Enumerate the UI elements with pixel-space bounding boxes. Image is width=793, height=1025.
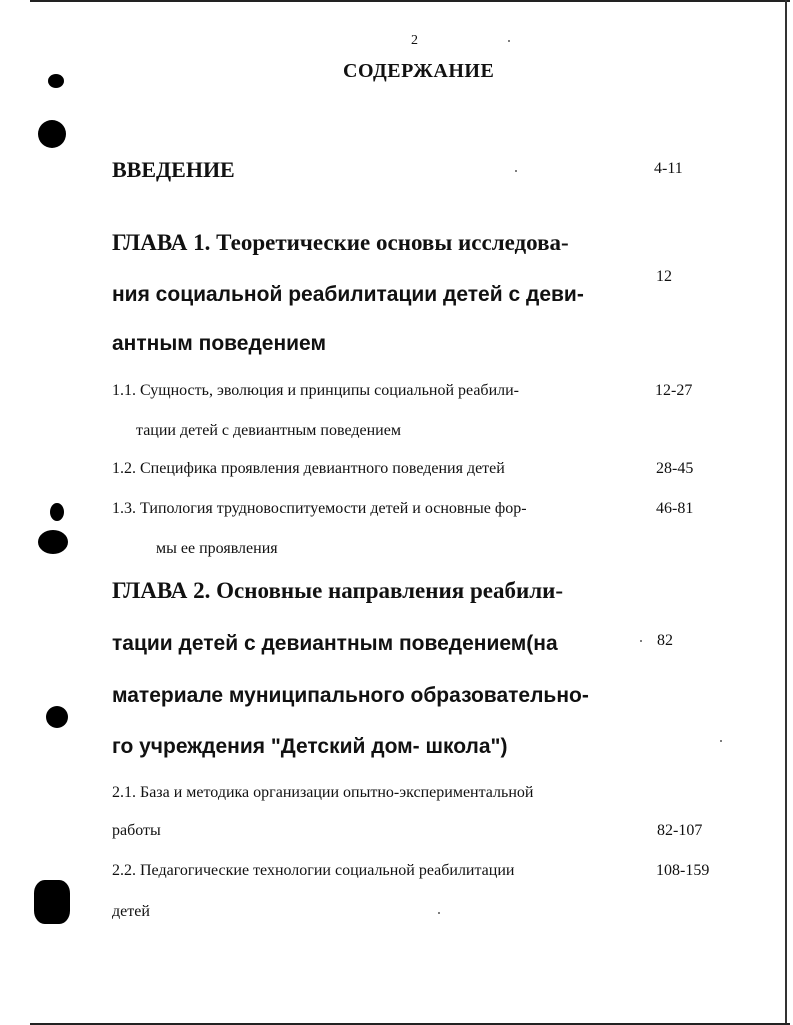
toc-chapter2-line3: материале муниципального образовательно-: [112, 684, 589, 707]
toc-section-2-1-line2: работы: [112, 822, 161, 839]
toc-chapter2-line4: го учреждения "Детский дом- школа"): [112, 735, 508, 758]
toc-chapter1-pages: 12: [656, 268, 672, 285]
toc-section-2-2-pages: 108-159: [656, 862, 710, 879]
toc-section-1-3-line2: мы ее проявления: [156, 540, 278, 557]
punch-hole-mark: [38, 530, 68, 554]
ink-blot: [48, 74, 64, 88]
page-title: СОДЕРЖАНИЕ: [343, 60, 495, 82]
toc-chapter2-line1: ГЛАВА 2. Основные направления реабили-: [112, 578, 564, 603]
ink-blot: [34, 880, 70, 924]
toc-section-2-2-line2: детей: [112, 903, 150, 920]
scan-speck: [508, 40, 510, 42]
toc-chapter1-line1: ГЛАВА 1. Теоретические основы исследова-: [112, 230, 569, 255]
toc-section-1-1-line1: 1.1. Сущность, эволюция и принципы социальной реабили-: [112, 382, 520, 399]
toc-section-1-2-pages: 28-45: [656, 460, 694, 477]
toc-intro-label: ВВЕДЕНИЕ: [112, 157, 235, 182]
toc-section-1-1-pages: 12-27: [655, 382, 693, 399]
toc-section-2-2-line1: 2.2. Педагогические технологии социальной реабилитации: [112, 862, 515, 879]
scan-speck: [515, 170, 517, 172]
scan-speck: [640, 640, 642, 642]
punch-hole-mark: [38, 120, 66, 148]
toc-section-2-1-line1: 2.1. База и методика организации опытно-экспериментальной: [112, 784, 534, 801]
scan-speck: [438, 912, 440, 914]
ink-blot: [50, 503, 64, 521]
toc-section-1-2-line1: 1.2. Специфика проявления девиантного поведения детей: [112, 460, 505, 477]
scan-edge-right: [785, 0, 787, 1025]
toc-chapter1-line2: ния социальной реабилитации детей с деви-: [112, 283, 584, 306]
toc-section-1-3-line1: 1.3. Типология трудновоспитуемости детей и основные фор-: [112, 500, 527, 517]
toc-section-1-1-line2: тации детей с девиантным поведением: [136, 422, 401, 439]
scan-speck: [720, 740, 722, 742]
toc-chapter2-line2: тации детей с девиантным поведением(на: [112, 632, 558, 655]
scan-edge-top: [30, 0, 790, 2]
toc-chapter1-line3: антным поведением: [112, 332, 326, 355]
punch-hole-mark: [46, 706, 68, 728]
toc-chapter2-pages: 82: [657, 632, 673, 649]
toc-section-2-1-pages: 82-107: [657, 822, 703, 839]
toc-section-1-3-pages: 46-81: [656, 500, 694, 517]
toc-intro-pages: 4-11: [654, 160, 683, 177]
page-number: 2: [411, 33, 418, 48]
